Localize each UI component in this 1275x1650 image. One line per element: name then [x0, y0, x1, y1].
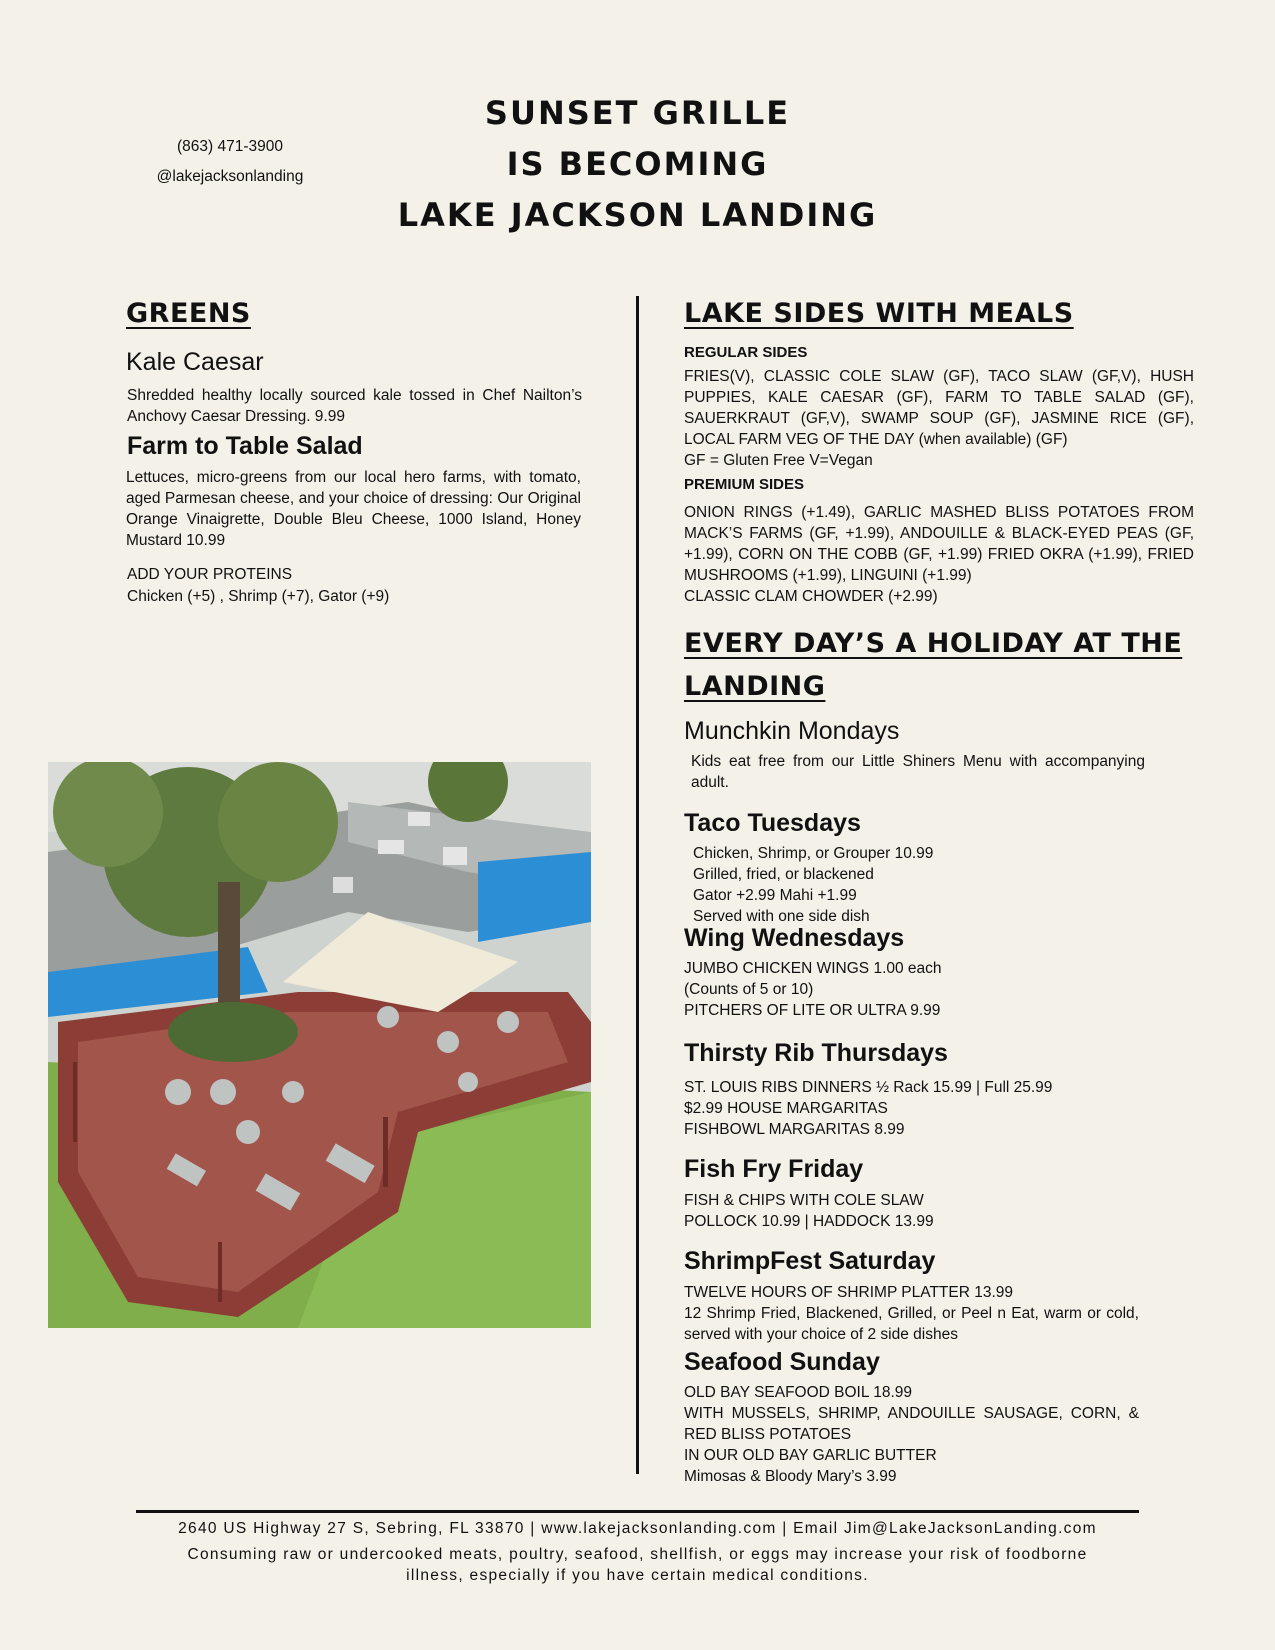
wing-line: (Counts of 5 or 10): [684, 981, 814, 998]
clam-chowder: CLASSIC CLAM CHOWDER (+2.99): [684, 588, 938, 605]
premium-sides-list: ONION RINGS (+1.49), GARLIC MASHED BLISS POTATOES FROM MACK’S FARMS (GF, +1.99), ANDOUILLE & BLACK-EYED PEAS (GF, +1.99), CORN ON THE COBB (GF, +1.99) FRIED OKRA (+1.99), FRIED MUSHROOMS (+1.99), LINGUINI (+1.99): [684, 504, 1194, 584]
fish-line: POLLOCK 10.99 | HADDOCK 13.99: [684, 1213, 934, 1230]
proteins-label: ADD YOUR PROTEINS: [127, 566, 293, 583]
restaurant-aerial-photo: [48, 762, 591, 1328]
seafood-title: Seafood Sunday: [684, 1348, 880, 1376]
greens-heading: GREENS: [126, 298, 251, 329]
social-handle[interactable]: @lakejacksonlanding: [156, 168, 304, 185]
rib-details: [684, 1077, 1052, 1140]
rib-line: $2.99 HOUSE MARGARITAS: [684, 1100, 888, 1117]
munchkin-title: Munchkin Mondays: [684, 717, 900, 745]
footer-warning: [60, 1544, 1215, 1586]
mimosas: Mimosas & Bloody Mary’s 3.99: [684, 1468, 897, 1485]
column-divider: [636, 296, 639, 1474]
taco-line: Grilled, fried, or blackened: [693, 866, 874, 883]
rib-title: Thirsty Rib Thursdays: [684, 1039, 948, 1067]
fish-details: [684, 1190, 934, 1232]
rib-line: FISHBOWL MARGARITAS 8.99: [684, 1121, 905, 1138]
diet-legend: GF = Gluten Free V=Vegan: [684, 452, 873, 469]
shrimp-title: ShrimpFest Saturday: [684, 1247, 936, 1275]
warning-line-1: Consuming raw or undercooked meats, poultry, seafood, shellfish, or eggs may increase your risk of foodborne: [187, 1546, 1088, 1563]
munchkin-desc: Kids eat free from our Little Shiners Menu with accompanying adult.: [691, 753, 1145, 791]
title-line-3: LAKE JACKSON LANDING: [397, 196, 878, 234]
warning-line-2: illness, especially if you have certain medical conditions.: [406, 1567, 869, 1584]
regular-sides-label: REGULAR SIDES: [684, 344, 808, 361]
phone-number[interactable]: (863) 471-3900: [177, 138, 283, 155]
footer-address[interactable]: 2640 US Highway 27 S, Sebring, FL 33870 | www.lakejacksonlanding.com | Email Jim@LakeJacksonLanding.com: [178, 1520, 1097, 1537]
regular-sides-list: FRIES(V), CLASSIC COLE SLAW (GF), TACO SLAW (GF,V), HUSH PUPPIES, KALE CAESAR (GF), FARM TO TABLE SALAD (GF), SAUERKRAUT (GF,V), SWAMP SOUP (GF), JASMINE RICE (GF), LOCAL FARM VEG OF THE DAY (when available) (GF): [684, 368, 1194, 448]
title-line-1: SUNSET GRILLE: [484, 94, 791, 132]
kale-caesar-title: Kale Caesar: [126, 348, 264, 376]
wing-details: [684, 958, 942, 1021]
shrimp-platter: TWELVE HOURS OF SHRIMP PLATTER 13.99: [684, 1284, 1014, 1301]
farm-salad-desc: Lettuces, micro-greens from our local hero farms, with tomato, aged Parmesan cheese, and your choice of dressing: Our Original Orange Vinaigrette, Double Bleu Cheese, 1000 Island, Honey Mustard 10.99: [126, 469, 581, 549]
kale-caesar-desc: Shredded healthy locally sourced kale tossed in Chef Nailton’s Anchovy Caesar Dressing. 9.99: [127, 387, 582, 425]
taco-line: Gator +2.99 Mahi +1.99: [693, 887, 857, 904]
wing-line: JUMBO CHICKEN WINGS 1.00 each: [684, 960, 942, 977]
restaurant-title: [330, 88, 945, 241]
fish-title: Fish Fry Friday: [684, 1155, 864, 1183]
seafood-desc: WITH MUSSELS, SHRIMP, ANDOUILLE SAUSAGE, CORN, & RED BLISS POTATOES: [684, 1405, 1139, 1443]
footer-rule: [136, 1510, 1139, 1513]
shrimp-desc: 12 Shrimp Fried, Blackened, Grilled, or Peel n Eat, warm or cold, served with your choice of 2 side dishes: [684, 1305, 1139, 1343]
rib-line: ST. LOUIS RIBS DINNERS ½ Rack 15.99 | Full 25.99: [684, 1079, 1053, 1096]
proteins-list: Chicken (+5) , Shrimp (+7), Gator (+9): [127, 588, 390, 605]
holiday-heading: [684, 622, 1182, 708]
title-line-2: IS BECOMING: [506, 145, 769, 183]
taco-line: Chicken, Shrimp, or Grouper 10.99: [693, 845, 934, 862]
wing-title: Wing Wednesdays: [684, 924, 905, 952]
sides-heading: LAKE SIDES WITH MEALS: [684, 298, 1074, 329]
holiday-heading-line-2: LANDING: [684, 671, 826, 702]
fish-line: FISH & CHIPS WITH COLE SLAW: [684, 1192, 924, 1209]
premium-sides-label: PREMIUM SIDES: [684, 476, 805, 493]
farm-salad-title: Farm to Table Salad: [127, 432, 363, 460]
wing-line: PITCHERS OF LITE OR ULTRA 9.99: [684, 1002, 941, 1019]
holiday-heading-line-1: EVERY DAY’S A HOLIDAY AT THE: [684, 628, 1183, 659]
seafood-butter: IN OUR OLD BAY GARLIC BUTTER: [684, 1447, 937, 1464]
taco-title: Taco Tuesdays: [684, 809, 861, 837]
taco-details: [693, 843, 933, 927]
taco-line: Served with one side dish: [693, 908, 870, 925]
seafood-boil: OLD BAY SEAFOOD BOIL 18.99: [684, 1384, 913, 1401]
